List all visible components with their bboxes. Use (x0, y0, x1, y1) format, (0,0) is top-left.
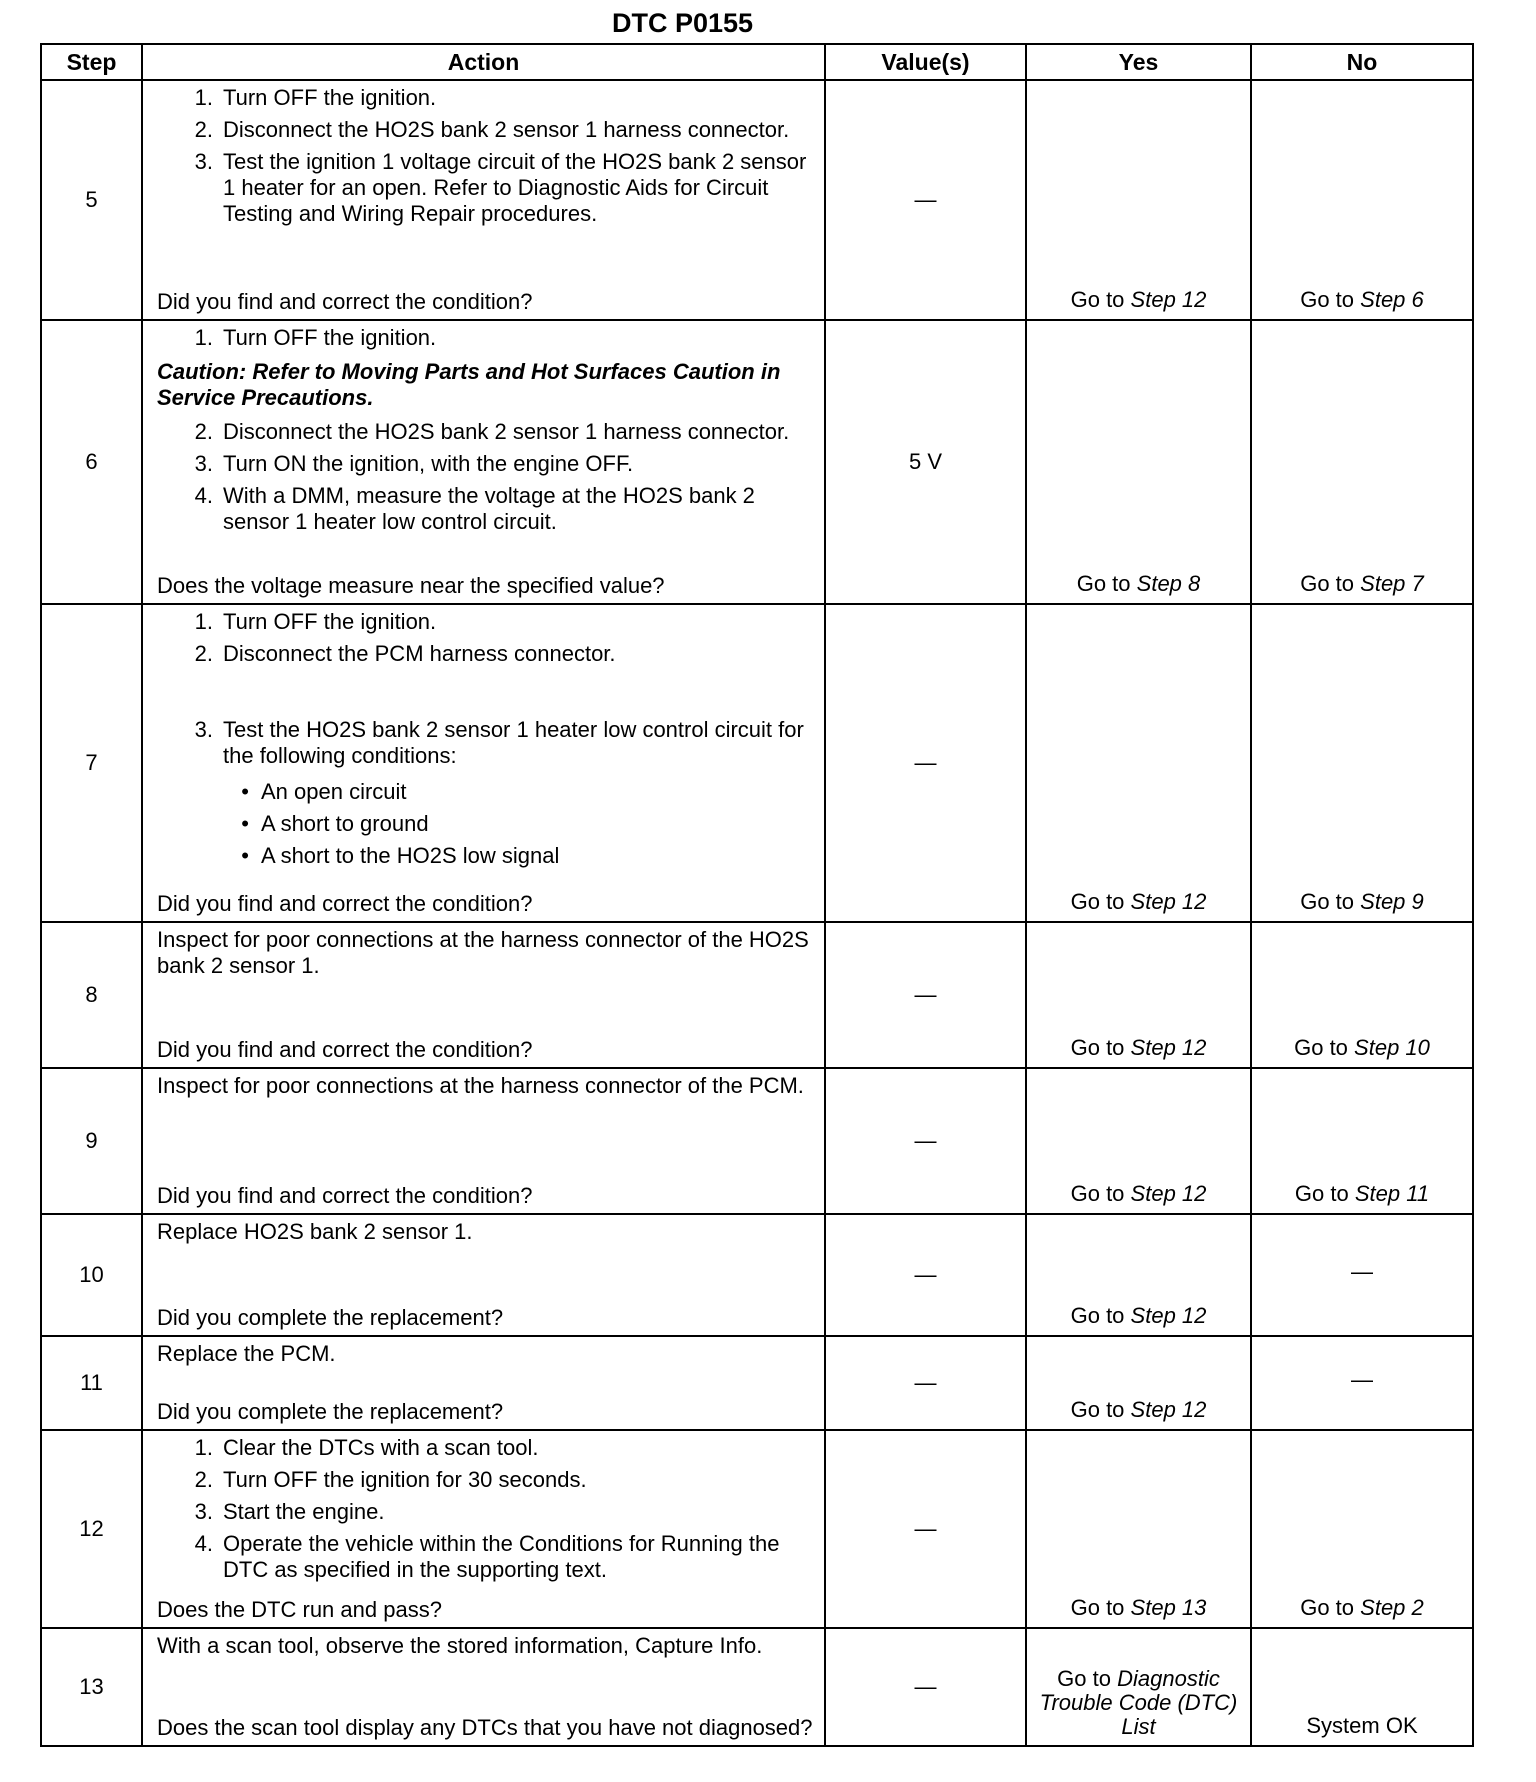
action-content (157, 83, 818, 315)
list-item (157, 117, 818, 143)
no-cell (1251, 922, 1473, 1068)
no-cell (1251, 1214, 1473, 1336)
go-to-label: Go to (1076, 571, 1131, 596)
step-text: With a DMM, measure the voltage at the HO2S bank 2 sensor 1 heater low control circuit. (223, 483, 755, 534)
page-title: DTC P0155 (612, 8, 754, 38)
caution-note: Caution: Refer to Moving Parts and Hot Surfaces Caution in Service Precautions. (157, 359, 781, 410)
table-row (41, 1430, 1473, 1628)
go-to-label: Go to (1300, 571, 1355, 596)
yes-cell (1026, 922, 1251, 1068)
action-text: Replace HO2S bank 2 sensor 1. (157, 1219, 473, 1244)
action-cell (142, 80, 825, 320)
step-text: Start the engine. (223, 1499, 385, 1524)
value-cell: — (825, 604, 1026, 922)
step-text: Clear the DTCs with a scan tool. (223, 1435, 539, 1460)
step-reference: Step 11 (1354, 1181, 1430, 1206)
no-cell (1251, 1628, 1473, 1746)
list-item (157, 779, 818, 805)
no-link[interactable] (1252, 1181, 1472, 1207)
step-number: 3. (194, 1499, 213, 1524)
yes-link[interactable] (1027, 889, 1250, 915)
condition-list (157, 777, 818, 875)
action-content (157, 1631, 818, 1741)
value-cell: — (825, 1430, 1026, 1628)
question-text: Did you complete the replacement? (157, 1399, 504, 1424)
table-row (41, 1068, 1473, 1214)
table-row (41, 80, 1473, 320)
go-to-label: Go to (1070, 1595, 1125, 1620)
bullet-icon: • (241, 843, 249, 868)
list-item (157, 843, 818, 869)
step-reference: Step 12 (1130, 889, 1207, 914)
action-content (157, 1071, 818, 1209)
table-row (41, 1336, 1473, 1430)
step-reference: Step 9 (1360, 889, 1424, 914)
yes-cell (1026, 1068, 1251, 1214)
go-to-label: Go to (1294, 1035, 1348, 1060)
step-reference: Step 12 (1130, 287, 1207, 312)
go-to-label: Go to (1070, 889, 1125, 914)
action-cell (142, 1628, 825, 1746)
go-to-label: Go to (1300, 1595, 1355, 1620)
question-text: Did you find and correct the condition? (157, 1183, 533, 1208)
no-cell (1251, 604, 1473, 922)
step-number: 2. (194, 1467, 213, 1492)
step-number: 3. (194, 149, 213, 174)
list-item (157, 451, 818, 477)
value-cell: — (825, 1068, 1026, 1214)
question-text: Did you find and correct the condition? (157, 1037, 533, 1062)
action-cell (142, 922, 825, 1068)
step-list (157, 417, 818, 541)
step-list (157, 1433, 818, 1589)
spacer (157, 983, 818, 1033)
list-item (157, 419, 818, 445)
action-text: Inspect for poor connections at the harness connector of the PCM. (157, 1073, 804, 1098)
step-text: Disconnect the PCM harness connector. (223, 641, 616, 666)
action-content (157, 607, 818, 917)
step-number-cell: 12 (41, 1430, 142, 1628)
bullet-icon: • (241, 779, 249, 804)
spacer (157, 673, 818, 715)
step-number-cell: 6 (41, 320, 142, 604)
no-text: System OK (1306, 1713, 1418, 1738)
step-number: 1. (194, 85, 213, 110)
step-reference: Step 7 (1360, 571, 1424, 596)
action-content (157, 1339, 818, 1425)
go-to-label: Go to (1070, 1303, 1125, 1328)
action-cell (142, 1336, 825, 1430)
header-step: Step (41, 44, 142, 80)
go-to-label: Go to (1300, 889, 1355, 914)
action-content (157, 925, 818, 1063)
step-list (157, 323, 818, 357)
list-item (157, 483, 818, 535)
header-action: Action (142, 44, 825, 80)
step-list (157, 607, 818, 673)
no-cell (1251, 1430, 1473, 1628)
yes-cell (1026, 320, 1251, 604)
spacer (157, 541, 818, 569)
step-reference: Step 12 (1130, 1035, 1207, 1060)
condition-text: A short to ground (261, 811, 429, 836)
yes-cell (1026, 1214, 1251, 1336)
list-item (157, 1467, 818, 1493)
spacer (157, 1249, 818, 1301)
yes-cell (1026, 1430, 1251, 1628)
yes-cell (1026, 1628, 1251, 1746)
yes-link[interactable] (1027, 1035, 1250, 1061)
go-to-label: Go to (1294, 1181, 1349, 1206)
go-to-label: Go to (1070, 1397, 1125, 1422)
dtc-list-reference: Diagnostic Trouble Code (DTC) List (1039, 1666, 1238, 1739)
step-number-cell: 10 (41, 1214, 142, 1336)
step-number: 2. (194, 641, 213, 666)
spacer (157, 233, 818, 285)
list-item (157, 609, 818, 635)
no-cell (1251, 320, 1473, 604)
action-text: With a scan tool, observe the stored information, Capture Info. (157, 1633, 763, 1658)
step-text: Test the HO2S bank 2 sensor 1 heater low control circuit for the following conditions: (223, 717, 804, 768)
question-text: Did you find and correct the condition? (157, 289, 533, 314)
yes-link[interactable] (1027, 1595, 1250, 1621)
header-row (41, 44, 1473, 80)
no-link[interactable] (1252, 287, 1472, 313)
action-cell (142, 604, 825, 922)
list-item (157, 1435, 818, 1461)
value-cell: — (825, 80, 1026, 320)
yes-link[interactable] (1027, 1667, 1250, 1739)
value-cell: — (825, 1214, 1026, 1336)
action-cell (142, 1214, 825, 1336)
action-text: Replace the PCM. (157, 1341, 336, 1366)
step-number: 4. (194, 1531, 213, 1556)
yes-cell (1026, 80, 1251, 320)
spacer (157, 1589, 818, 1593)
condition-text: A short to the HO2S low signal (261, 843, 560, 868)
table-row (41, 922, 1473, 1068)
yes-cell (1026, 1336, 1251, 1430)
question-text: Does the voltage measure near the specified value? (157, 573, 665, 598)
step-number-cell: 9 (41, 1068, 142, 1214)
yes-link[interactable] (1027, 287, 1250, 313)
go-to-label: Go to (1070, 287, 1125, 312)
step-number: 1. (194, 609, 213, 634)
step-number: 1. (194, 1435, 213, 1460)
step-list (157, 83, 818, 233)
list-item (157, 641, 818, 667)
step-number-cell: 7 (41, 604, 142, 922)
no-link[interactable] (1252, 1595, 1472, 1621)
step-text: Disconnect the HO2S bank 2 sensor 1 harness connector. (223, 419, 790, 444)
go-to-label: Go to (1300, 287, 1355, 312)
list-item (157, 149, 818, 227)
no-cell (1251, 1068, 1473, 1214)
step-number-cell: 8 (41, 922, 142, 1068)
step-reference: Step 8 (1136, 571, 1201, 596)
action-cell (142, 1430, 825, 1628)
no-link[interactable] (1252, 1035, 1472, 1061)
yes-link[interactable] (1027, 571, 1250, 597)
step-number: 3. (194, 717, 213, 742)
header-yes: Yes (1026, 44, 1251, 80)
step-reference: Step 12 (1130, 1303, 1207, 1328)
spacer (157, 1103, 818, 1179)
header-values: Value(s) (825, 44, 1026, 80)
list-item (157, 1531, 818, 1583)
step-number: 2. (194, 419, 213, 444)
bullet-icon: • (241, 811, 249, 836)
step-reference: Step 2 (1360, 1595, 1424, 1620)
no-cell (1251, 1336, 1473, 1430)
action-text: Inspect for poor connections at the harness connector of the HO2S bank 2 sensor 1. (157, 927, 809, 978)
action-content (157, 323, 818, 599)
table-row (41, 1214, 1473, 1336)
step-number-cell: 5 (41, 80, 142, 320)
step-list (157, 715, 818, 775)
step-number: 4. (194, 483, 213, 508)
step-number: 1. (194, 325, 213, 350)
header-no: No (1251, 44, 1473, 80)
question-text: Does the DTC run and pass? (157, 1597, 442, 1622)
yes-link[interactable] (1027, 1303, 1250, 1329)
action-content (157, 1217, 818, 1331)
list-item (157, 717, 818, 769)
step-text: Turn OFF the ignition. (223, 325, 437, 350)
step-number-cell: 11 (41, 1336, 142, 1430)
step-number: 3. (194, 451, 213, 476)
go-to-label: Go to (1070, 1035, 1125, 1060)
go-to-label: Go to (1057, 1666, 1111, 1691)
no-text: — (1351, 1259, 1373, 1284)
no-cell (1251, 80, 1473, 320)
step-text: Turn OFF the ignition for 30 seconds. (223, 1467, 587, 1492)
step-text: Test the ignition 1 voltage circuit of the HO2S bank 2 sensor 1 heater for an open. Refer to Diagnostic Aids for Circuit Testing and Wiring Repair procedures. (223, 149, 807, 226)
step-reference: Step 12 (1130, 1397, 1207, 1422)
step-number: 2. (194, 117, 213, 142)
question-text: Did you find and correct the condition? (157, 891, 533, 916)
dtc-table (40, 43, 1474, 1747)
step-reference: Step 10 (1354, 1035, 1430, 1060)
condition-text: An open circuit (261, 779, 407, 804)
spacer (157, 875, 818, 887)
yes-link[interactable] (1027, 1397, 1250, 1423)
list-item (157, 325, 818, 351)
yes-cell (1026, 604, 1251, 922)
yes-link[interactable] (1027, 1181, 1250, 1207)
step-text: Turn OFF the ignition. (223, 609, 437, 634)
step-reference: Step 13 (1130, 1595, 1207, 1620)
list-item (157, 1499, 818, 1525)
action-cell (142, 1068, 825, 1214)
no-link[interactable] (1252, 571, 1472, 597)
list-item (157, 811, 818, 837)
action-content (157, 1433, 818, 1623)
value-cell: 5 V (825, 320, 1026, 604)
question-text: Does the scan tool display any DTCs that you have not diagnosed? (157, 1715, 813, 1740)
step-text: Turn OFF the ignition. (223, 85, 437, 110)
step-text: Turn ON the ignition, with the engine OFF. (223, 451, 634, 476)
spacer (157, 1371, 818, 1395)
table-row (41, 320, 1473, 604)
action-cell (142, 320, 825, 604)
step-text: Disconnect the HO2S bank 2 sensor 1 harness connector. (223, 117, 790, 142)
spacer (157, 1663, 818, 1711)
step-text: Operate the vehicle within the Conditions for Running the DTC as specified in the supporting text. (223, 1531, 780, 1582)
go-to-label: Go to (1070, 1181, 1125, 1206)
no-text: — (1351, 1367, 1373, 1392)
step-reference: Step 6 (1360, 287, 1424, 312)
question-text: Did you complete the replacement? (157, 1305, 504, 1330)
step-reference: Step 12 (1130, 1181, 1207, 1206)
list-item (157, 85, 818, 111)
step-number-cell: 13 (41, 1628, 142, 1746)
value-cell: — (825, 1628, 1026, 1746)
value-cell: — (825, 922, 1026, 1068)
table-row (41, 1628, 1473, 1746)
no-link[interactable] (1252, 889, 1472, 915)
value-cell: — (825, 1336, 1026, 1430)
table-row (41, 604, 1473, 922)
